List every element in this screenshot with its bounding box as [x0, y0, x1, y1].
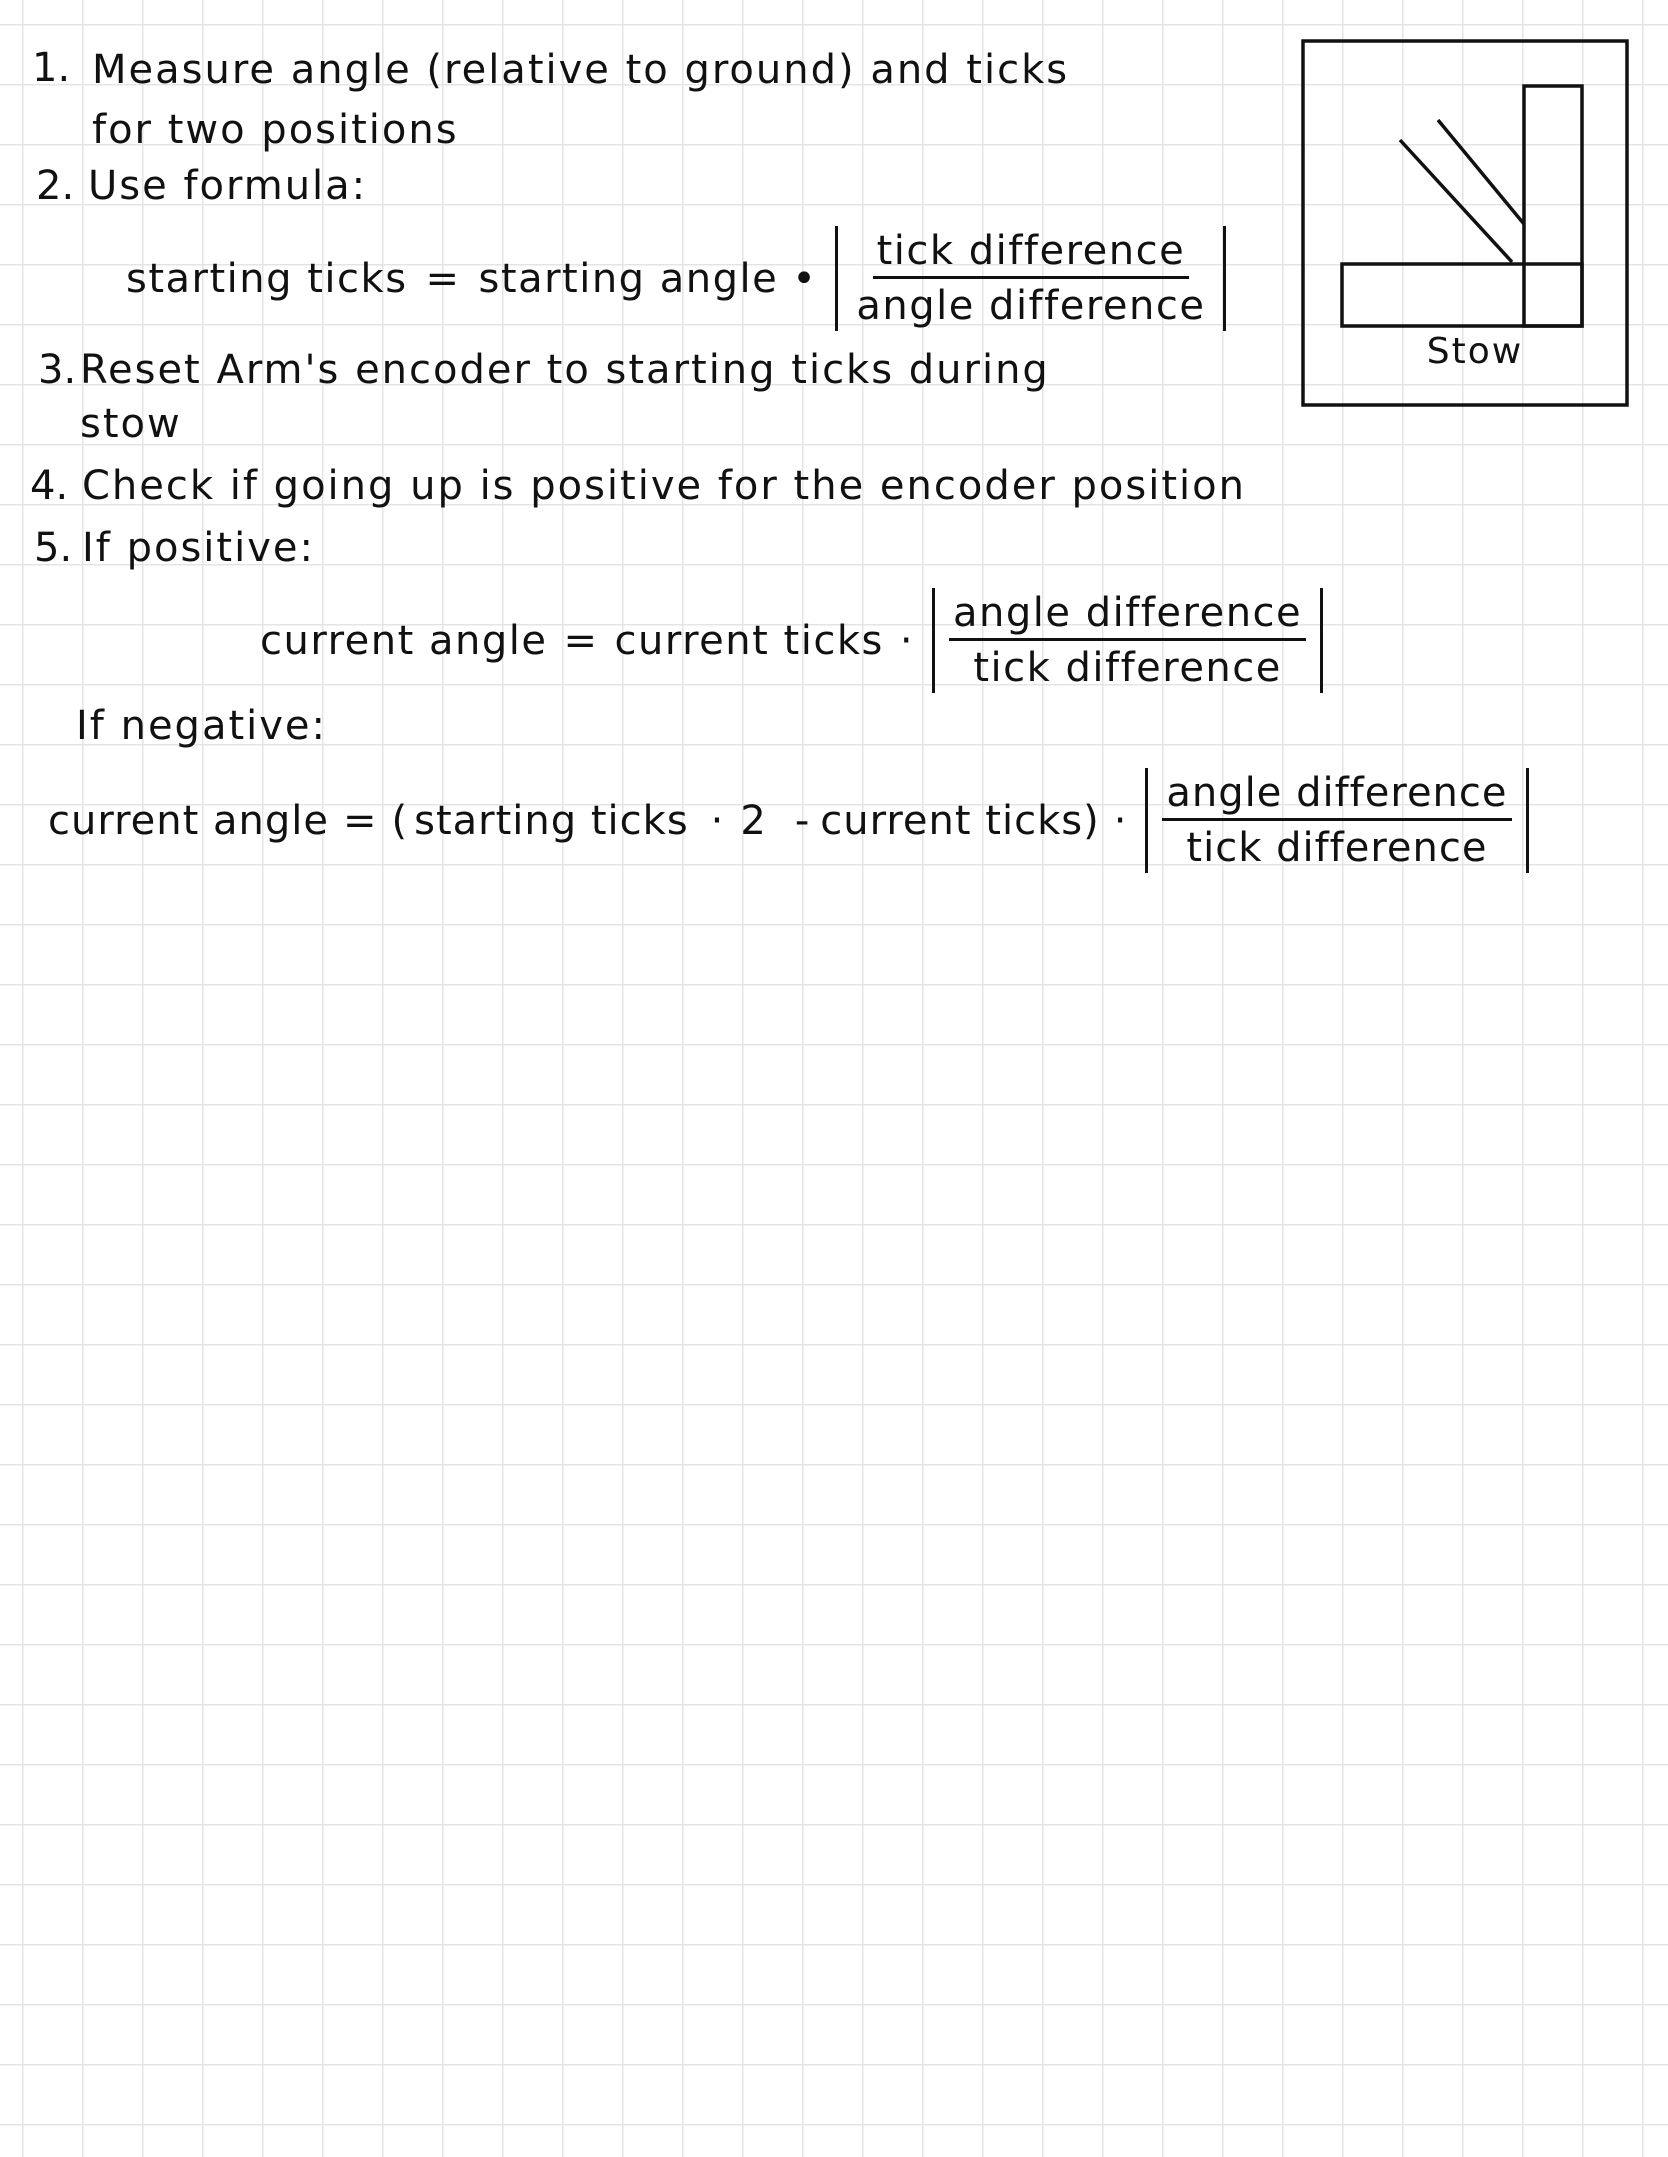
formula-3-equals: =	[343, 797, 378, 844]
formula-1-term: starting angle	[478, 255, 779, 302]
formula-3-fraction	[1162, 770, 1511, 871]
formula-3-lhs: current angle	[48, 797, 329, 844]
formula-2-absolute-value	[932, 588, 1323, 693]
step-2-number: 2.	[36, 163, 75, 209]
formula-3-dot-1: ·	[710, 797, 725, 844]
formula-3-term-2: current ticks	[820, 797, 1084, 844]
step-1-number: 1.	[32, 45, 71, 91]
formula-2-fraction	[949, 590, 1306, 691]
formula-3-numerator: angle difference	[1162, 770, 1511, 821]
step-3-number: 3.	[38, 347, 77, 393]
formula-3-open-paren: (	[391, 797, 409, 844]
step-3-line-1: Reset Arm's encoder to starting ticks during	[80, 347, 1050, 393]
formula-current-angle-negative	[48, 768, 1529, 873]
formula-3-term: starting ticks	[414, 797, 689, 844]
arm-line-2	[1438, 120, 1524, 224]
formula-3-denominator: tick difference	[1186, 825, 1488, 871]
arm-vertical-segment	[1524, 86, 1582, 326]
formula-2-lhs: current angle	[260, 617, 548, 664]
step-3-line-2: stow	[80, 401, 182, 447]
formula-2-term: current ticks	[614, 617, 884, 664]
formula-3-minus: -	[794, 797, 811, 844]
step-4-number: 4.	[30, 463, 69, 509]
formula-1-absolute-value	[835, 226, 1226, 331]
stow-diagram	[1300, 38, 1630, 408]
formula-2-equals: =	[563, 617, 599, 664]
step-5-text: If positive:	[82, 525, 315, 571]
step-1-line-1: Measure angle (relative to ground) and ticks	[92, 47, 1070, 93]
formula-2-denominator: tick difference	[973, 645, 1282, 691]
arm-line-1	[1400, 140, 1512, 262]
arm-base	[1342, 264, 1582, 326]
formula-3-dot-2: ·	[1113, 797, 1128, 844]
formula-3-factor: 2	[740, 797, 767, 844]
step-2-text: Use formula:	[88, 163, 368, 209]
step-4-text: Check if going up is positive for the encoder position	[82, 463, 1246, 509]
step-5-number: 5.	[34, 525, 73, 571]
formula-1-lhs: starting ticks	[126, 255, 408, 302]
formula-3-absolute-value	[1145, 768, 1528, 873]
formula-2-numerator: angle difference	[949, 590, 1306, 641]
formula-1-dot: •	[792, 255, 818, 302]
formula-1-numerator: tick difference	[873, 228, 1190, 279]
formula-1-fraction	[852, 228, 1209, 329]
step-1-line-2: for two positions	[92, 107, 459, 153]
if-negative-text: If negative:	[76, 703, 328, 749]
formula-1-denominator: angle difference	[856, 283, 1206, 329]
formula-2-dot: ·	[899, 617, 915, 664]
formula-1-equals: =	[425, 255, 461, 302]
stow-label: Stow	[1426, 331, 1524, 372]
formula-3-close-paren: )	[1083, 797, 1100, 844]
formula-starting-ticks	[126, 226, 1226, 331]
formula-current-angle-positive	[260, 588, 1323, 693]
